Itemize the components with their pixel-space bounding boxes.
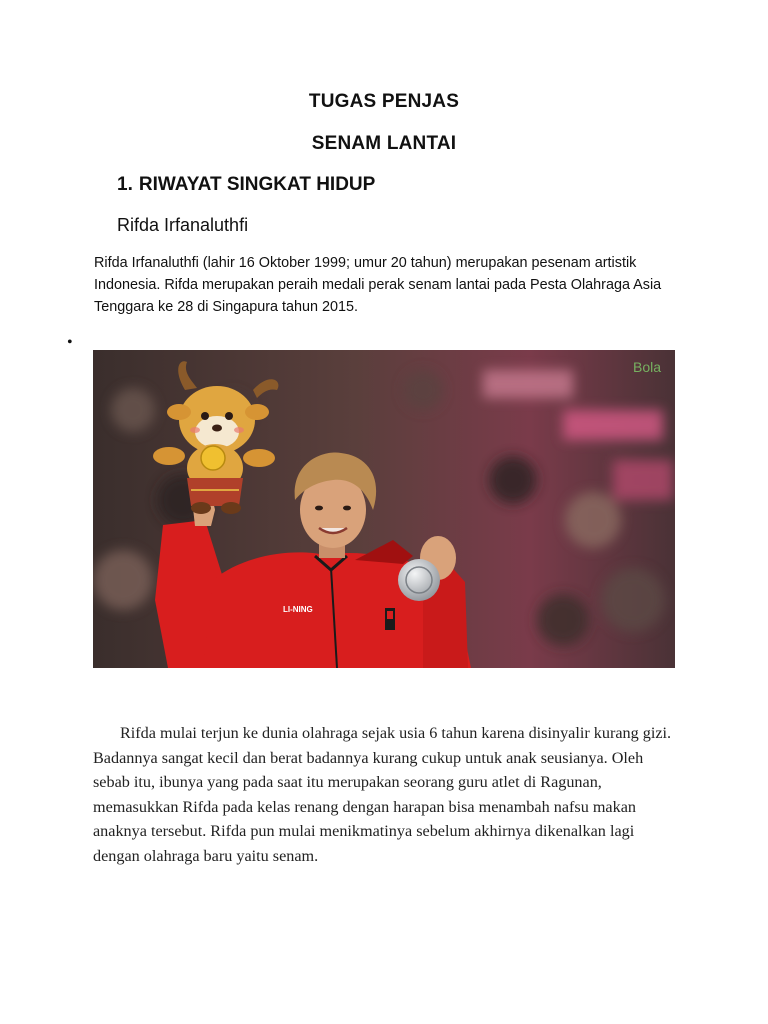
document-title: TUGAS PENJAS	[308, 91, 460, 112]
silver-medal	[398, 559, 440, 601]
body-paragraph: Rifda mulai terjun ke dunia olahraga sejak usia 6 tahun karena disinyalir kurang gizi. Badannya sangat kecil dan berat badannya kurang cukup untuk anak seusianya. Oleh sebab itu, ibunya yang pada saat itu merupakan seorang guru atlet di Ragunan, memasukkan Rifda pada kelas renang dengan harapan bisa menambah nafsu makan anaknya tersebut. Rifda pun mulai menikmatinya sebelum akhirnya dikenalkan lagi dengan olahraga baru yaitu senam.	[93, 724, 672, 865]
intro-paragraph: Rifda Irfanaluthfi (lahir 16 Oktober 1999; umur 20 tahun) merupakan pesenam artistik Indonesia. Rifda merupakan peraih medali perak senam lantai pada Pesta Olahraga Asia Tenggara ke 28 di Singapura tahun 2015.	[94, 255, 662, 315]
document-subtitle: SENAM LANTAI	[311, 133, 457, 154]
bullet-marker: •	[67, 334, 73, 351]
section-heading-text: RIWAYAT SINGKAT HIDUP	[138, 174, 376, 195]
section-number: 1.	[117, 174, 133, 195]
jacket-logo: LI-NING	[283, 605, 313, 614]
watermark-text: Bola	[633, 359, 662, 375]
section-heading	[117, 174, 375, 196]
athlete-photo	[93, 350, 675, 668]
person-name: Rifda Irfanaluthfi	[117, 215, 249, 235]
